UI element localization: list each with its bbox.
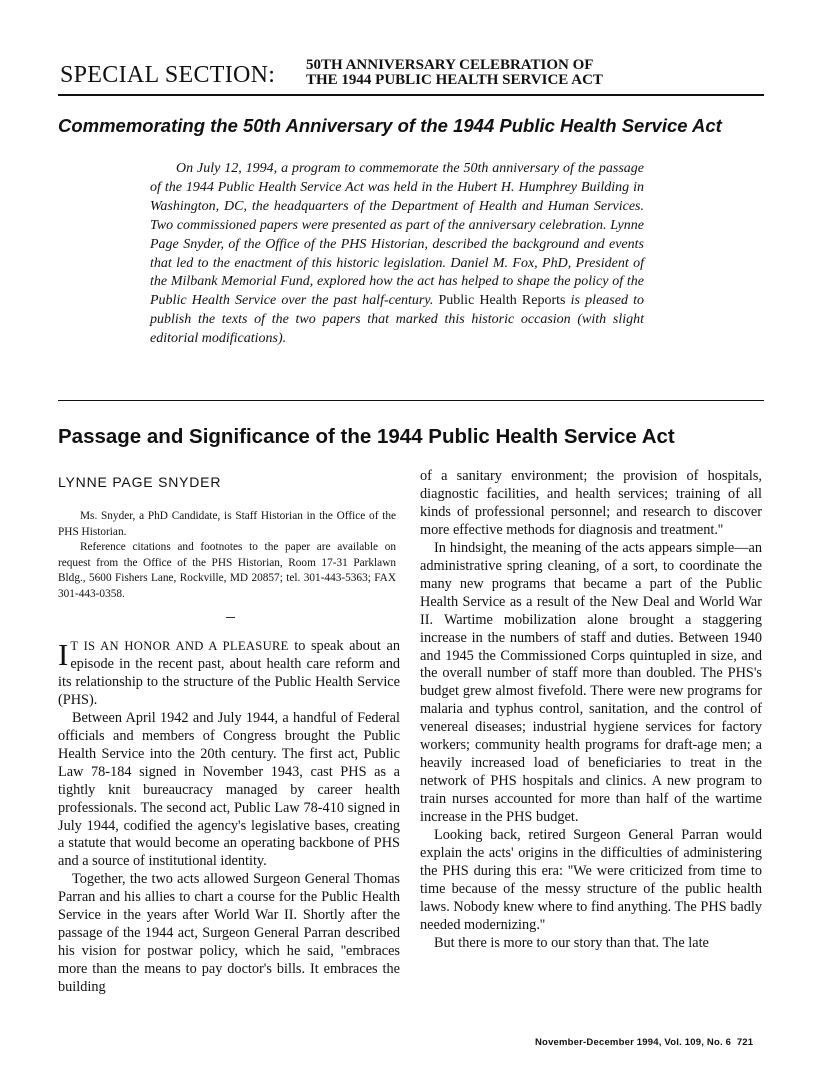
author-note bbox=[58, 509, 396, 603]
journal-citation: November-December 1994, Vol. 109, No. 6 bbox=[535, 1037, 732, 1048]
journal-name: Public Health Reports bbox=[438, 293, 566, 309]
paragraph-2: Between April 1942 and July 1944, a handful of Federal officials and members of Congress brought the Public Health Service into the 20th century. The first act, Public Law 78-184 signed in November 1943, cast PHS as a tightly knit bureaucracy managed by career health professionals. The second act, Public Law 78-410 signed in July 1944, codified the agency's legislative bases, creating a statute that would become an operating backbone of PHS and a source of institutional identity. bbox=[58, 709, 400, 870]
abstract bbox=[150, 160, 644, 349]
author-name: LYNNE PAGE SNYDER bbox=[58, 474, 222, 490]
separator-mark bbox=[226, 617, 235, 618]
lead-smallcaps: T IS AN HONOR AND A PLEASURE bbox=[70, 639, 289, 653]
abstract-text: On July 12, 1994, a program to commemorate the 50th anniversary of the passage of the 1944 Public Health Service Act was held in the Hubert H. Humphrey Building in Washington, DC, the headquarters of the Department of Health and Human Services. Two commissioned papers were presented as part of the anniversary celebration. Lynne Page Snyder, of the Office of the PHS Historian, described the background and events that led to the enactment of this historic legislation. Daniel M. Fox, PhD, President of the Milbank Memorial Fund, explored how the act has helped to shape the policy of the Public Health Service over the past half-century. bbox=[150, 161, 644, 309]
paragraph-1-text: to speak about an episode in the recent past, about health care reform and its relationship to the structure of the Public Health Service (PHS). bbox=[58, 638, 400, 708]
page-footer bbox=[535, 1037, 753, 1048]
drop-cap: I bbox=[58, 637, 69, 672]
column-right bbox=[420, 468, 762, 953]
page-number: 721 bbox=[736, 1037, 754, 1048]
paragraph-3-continued: of a sanitary environment; the provision of hospitals, diagnostic facilities, and health services; training of all kinds of professional personnel; and research to discover more effective methods for diagnosis and treatment.'' bbox=[420, 468, 762, 538]
section-title-line-1: 50TH ANNIVERSARY CELEBRATION OF bbox=[306, 57, 594, 73]
paragraph-1 bbox=[58, 638, 400, 710]
section-label: SPECIAL SECTION: bbox=[60, 62, 276, 88]
abstract-text-end: is pleased to publish the texts of the two papers that marked this historic occasion (with slight editorial modifications). bbox=[150, 293, 645, 347]
divider-rule bbox=[58, 400, 764, 401]
commemoration-title: Commemorating the 50th Anniversary of the 1944 Public Health Service Act bbox=[58, 115, 722, 136]
paragraph-3: Together, the two acts allowed Surgeon General Thomas Parran and his allies to chart a course for the Public Health Service in the years after World War II. Shortly after the passage of the 1944 act, Surgeon General Parran described his vision for postwar policy, which he said, ''embraces more than the means to pay doctor's bills. It embraces the building bbox=[58, 871, 400, 996]
article-title: Passage and Significance of the 1944 Public Health Service Act bbox=[58, 425, 675, 448]
section-header bbox=[58, 58, 764, 96]
paragraph-5: Looking back, retired Surgeon General Parran would explain the acts' origins in the difficulties of administering the PHS during this era: ''We were criticized from time to time because of the messy structure of the public health laws. Nobody knew where to find anything. The PHS badly needed modernizing.'' bbox=[420, 827, 762, 933]
section-title bbox=[306, 58, 603, 88]
paragraph-4: In hindsight, the meaning of the acts appears simple—an administrative spring cleaning, of a sort, to coordinate the many new programs that became a part of the Public Health Service as a result of the New Deal and World War II. Wartime mobilization alone brought a staggering increase in the numbers of staff and duties. Between 1940 and 1945 the Commissioned Corps quintupled in size, and the overall number of staff more than doubled. The PHS's budget grew almost fivefold. There were new programs for malaria and typhus control, sanitation, and the control of venereal diseases; industrial hygiene services for factory workers; community health programs for draft-age men; a heavily increased load of beneficiaries to treat in the network of PHS hospitals and clinics. A new program to train nurses accounted for more than half of the wartime increase in the PHS budget. bbox=[420, 539, 762, 826]
column-left bbox=[58, 638, 400, 997]
section-title-line-2: THE 1944 PUBLIC HEALTH SERVICE ACT bbox=[306, 72, 603, 88]
author-affiliation: Ms. Snyder, a PhD Candidate, is Staff Historian in the Office of the PHS Historian. bbox=[58, 510, 396, 538]
reference-note: Reference citations and footnotes to the paper are available on request from the Office of the PHS Historian, Room 17-31 Parklawn Bldg., 5600 Fishers Lane, Rockville, MD 20857; tel. 301-443-5363; FAX 301-443-0358. bbox=[58, 541, 396, 600]
paragraph-6: But there is more to our story than that. The late bbox=[434, 934, 709, 951]
